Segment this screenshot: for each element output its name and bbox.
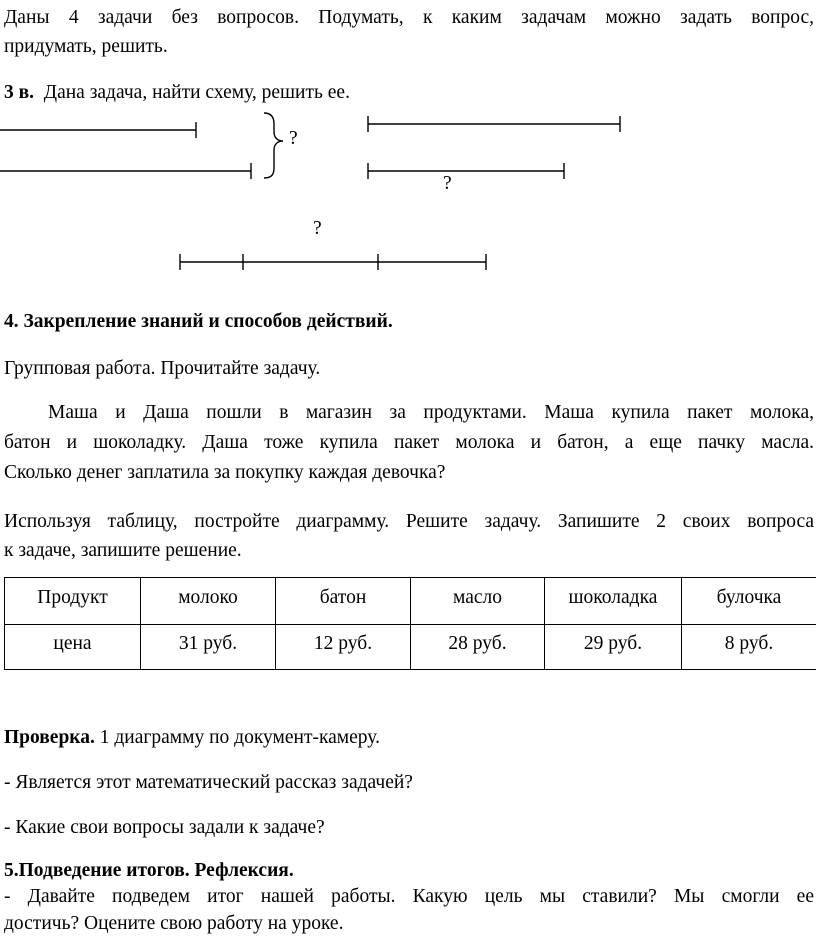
check-question-2: - Какие свои вопросы задали к задаче? [4, 817, 325, 838]
check-question-1: - Является этот математический рассказ задачей? [4, 772, 413, 793]
table-cell: 31 руб. [141, 625, 276, 670]
table-cell: 12 руб. [276, 625, 411, 670]
table-cell: молоко [141, 578, 276, 625]
table-cell: Продукт [5, 578, 141, 625]
table-cell: масло [411, 578, 545, 625]
scheme-b [368, 116, 620, 179]
scheme-c [180, 254, 486, 270]
instruction-line-2: к задаче, запишите решение. [4, 540, 242, 561]
table-cell: цена [5, 625, 141, 670]
question-mark-a: ? [289, 128, 298, 149]
intro-line-2: придумать, решить. [4, 36, 168, 57]
question-mark-c: ? [313, 218, 322, 239]
check-label: Проверка. [4, 727, 95, 748]
table-cell: булочка [682, 578, 816, 625]
table-cell: 8 руб. [682, 625, 816, 670]
problem-line-2: батон и шоколадку. Даша тоже купила пакет молока и батон, а еще пачку масла. [4, 432, 814, 453]
problem-line-1: Маша и Даша пошли в магазин за продуктами. Маша купила пакет молока, [48, 402, 814, 423]
section4-heading: 4. Закрепление знаний и способов действий. [4, 311, 393, 332]
table-cell: батон [276, 578, 411, 625]
brace [264, 113, 283, 178]
summary-line-1: - Давайте подведем итог нашей работы. Какую цель мы ставили? Мы смогли ее [4, 886, 814, 907]
check-text: 1 диаграмму по документ-камеру. [94, 727, 380, 748]
instruction-line-1: Используя таблицу, постройте диаграмму. Решите задачу. Запишите 2 своих вопроса [4, 511, 814, 532]
price-table [4, 577, 816, 670]
task3-label: 3 в. [4, 82, 35, 103]
scheme-a [0, 113, 283, 179]
check-line [4, 724, 380, 752]
summary-line-2: достичь? Оцените свою работу на уроке. [4, 913, 344, 934]
table-row [5, 625, 816, 670]
group-work-text: Групповая работа. Прочитайте задачу. [4, 358, 321, 379]
table-cell: 28 руб. [411, 625, 545, 670]
intro-line-1: Даны 4 задачи без вопросов. Подумать, к каким задачам можно задать вопрос, [4, 7, 814, 28]
question-mark-b: ? [443, 173, 452, 194]
segment-schemes [0, 0, 816, 300]
task3-text: Дана задача, найти схему, решить ее. [43, 82, 350, 103]
problem-line-3: Сколько денег заплатила за покупку каждая девочка? [4, 462, 446, 483]
table-cell: шоколадка [545, 578, 682, 625]
table-cell: 29 руб. [545, 625, 682, 670]
section5-heading: 5.Подведение итогов. Рефлексия. [4, 860, 294, 881]
table-header-row [5, 578, 816, 625]
